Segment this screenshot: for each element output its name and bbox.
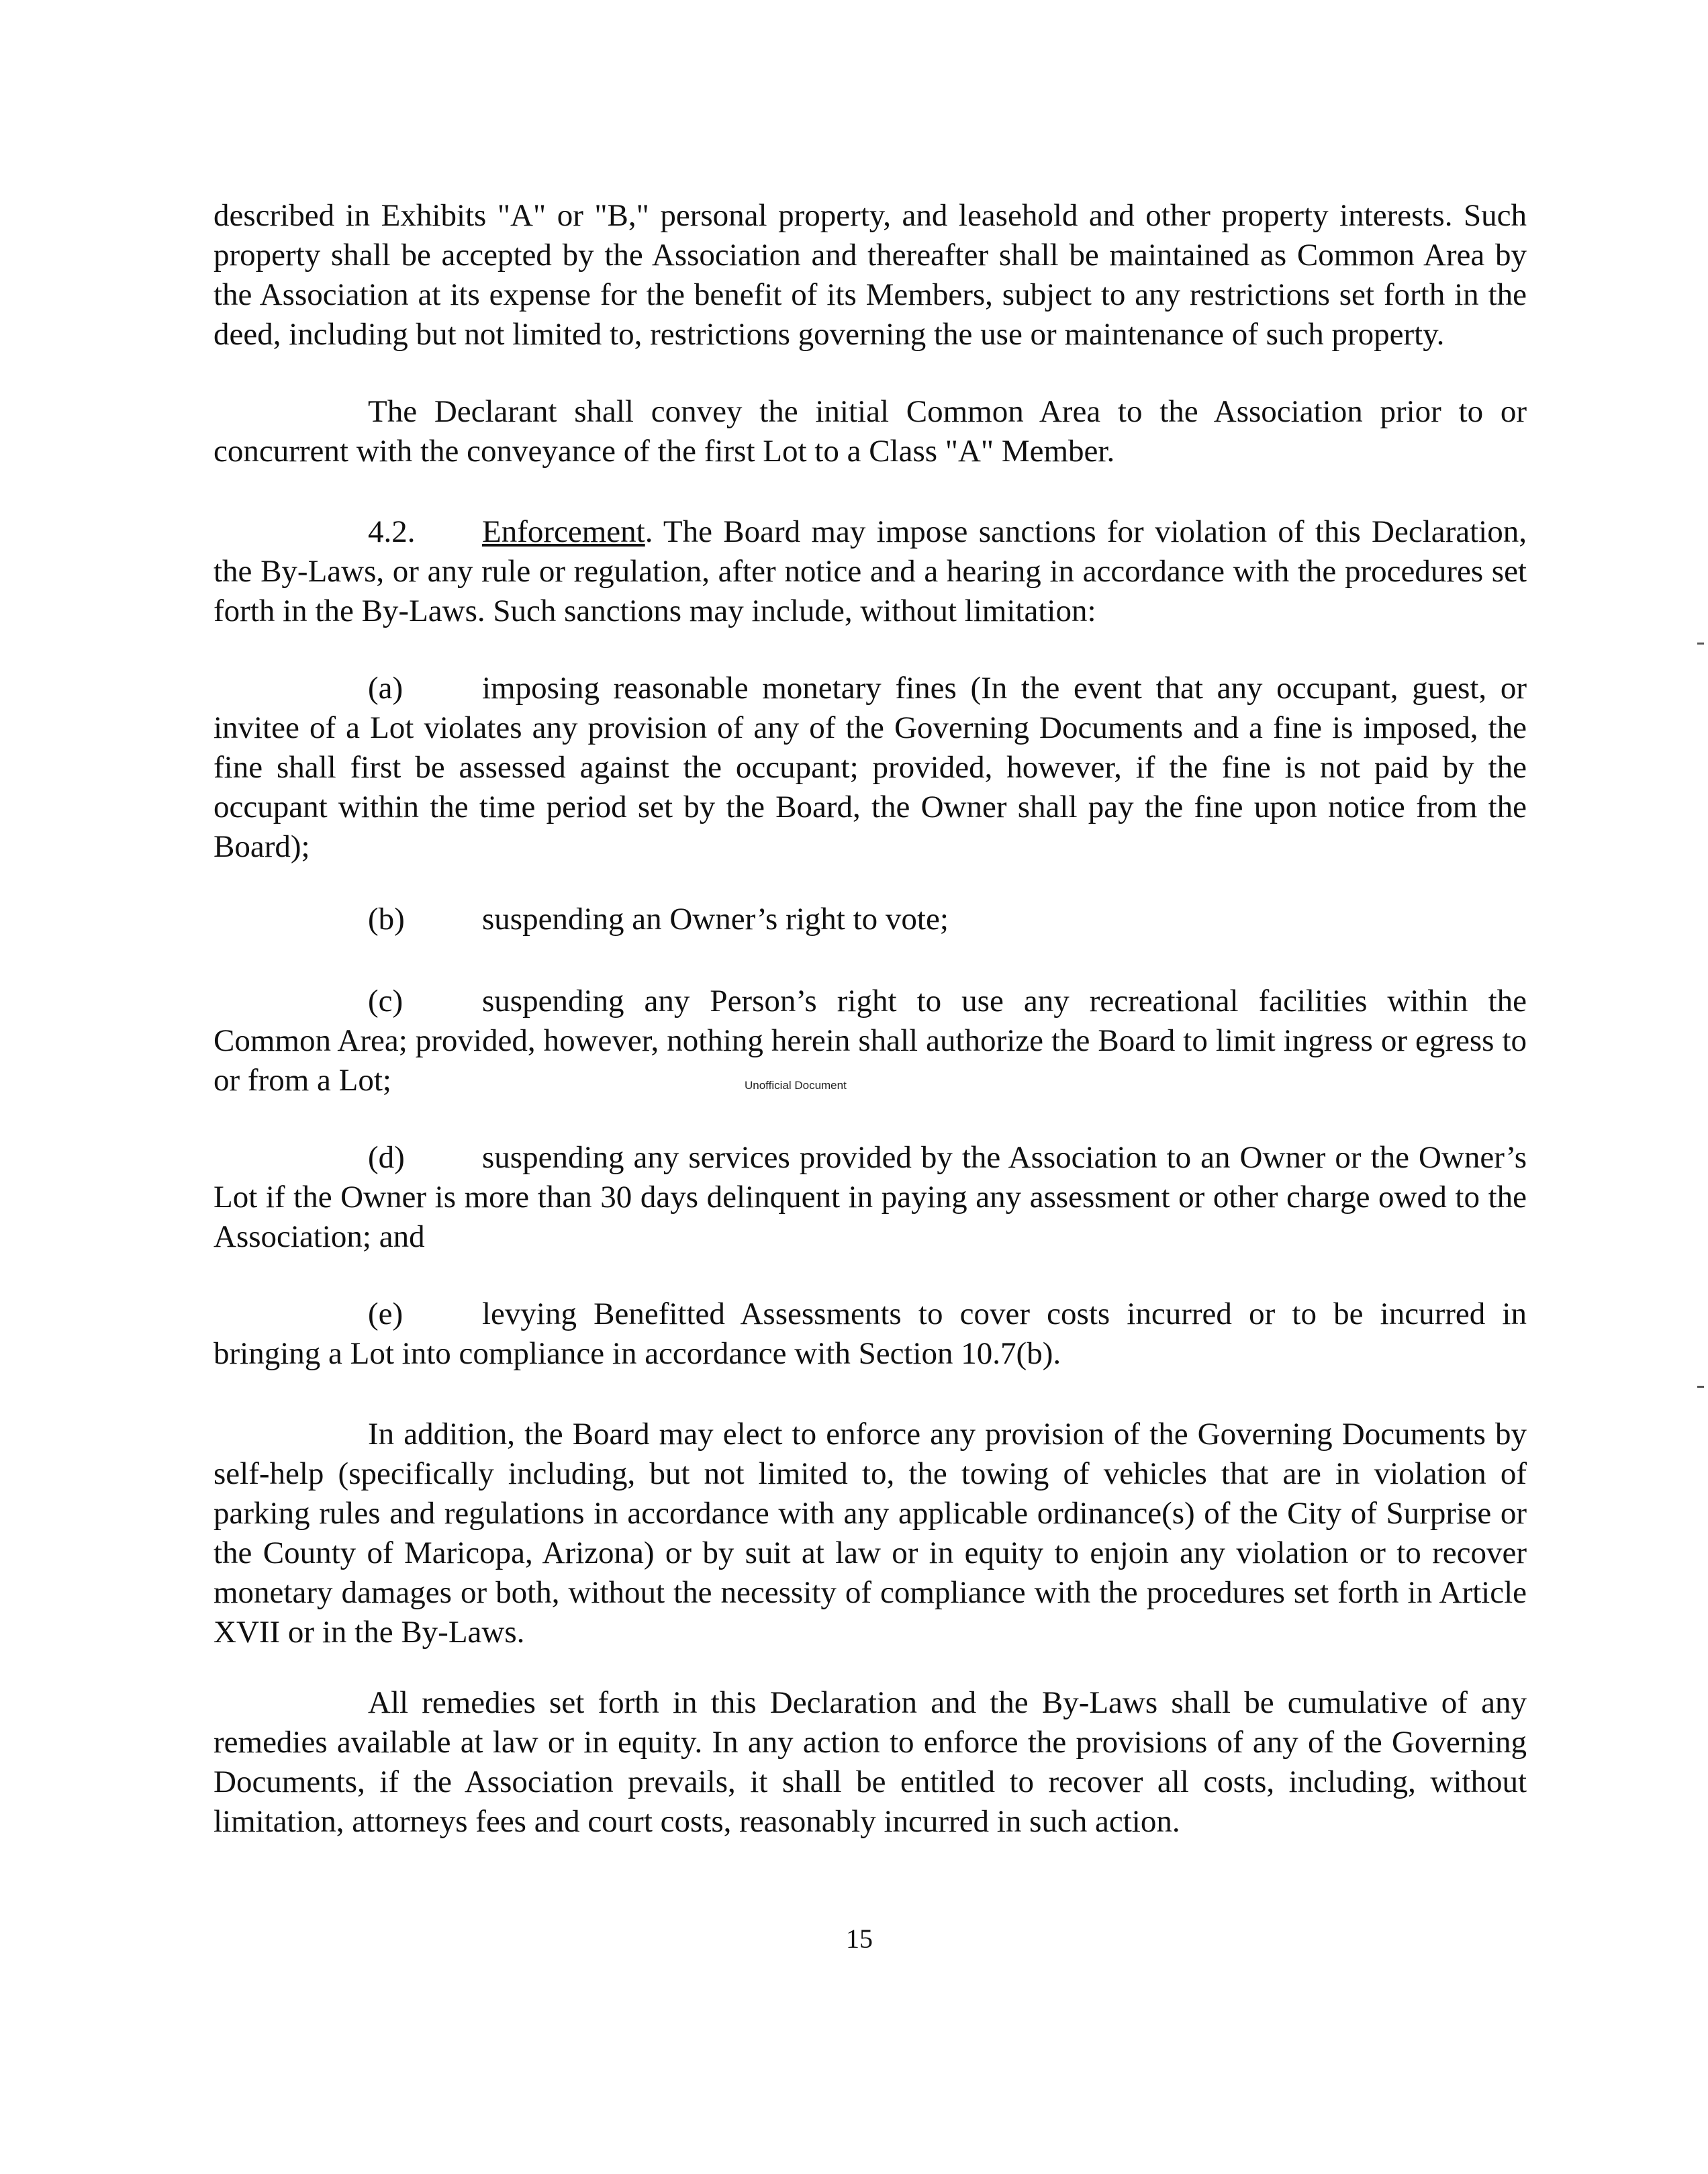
paragraph-common-area-property: described in Exhibits "A" or "B," personal property, and leasehold and other property interests. Such property shall be accepted by the Association and thereafter shall be maintained as Common Area by the Association at its expense for the benefit of its Members, subject to any restrictions set forth in the deed, including but not limited to, restrictions governing the use or maintenance of such property.	[214, 198, 1527, 352]
list-item-label: (e)	[368, 1296, 404, 1331]
unofficial-document-watermark: Unofficial Document	[745, 1079, 847, 1092]
margin-tick-mark	[1697, 643, 1704, 645]
section-4-2-enforcement	[214, 512, 1527, 631]
paragraph-declarant-convey	[214, 392, 1527, 471]
list-item-text: suspending any Person’s right to use any recreational facilities within the Common Area; provided, however, nothing herein shall authorize the Board to limit ingress or egress to or from a Lot;	[214, 984, 1527, 1098]
paragraph-remedies	[214, 1683, 1527, 1842]
list-item-label: (a)	[368, 671, 404, 706]
margin-tick-mark	[1697, 1386, 1704, 1388]
section-heading: Enforcement	[482, 514, 645, 549]
list-item-b	[214, 900, 1527, 939]
page-number: 15	[846, 1924, 873, 1954]
list-item-text: levying Benefitted Assessments to cover costs incurred or to be incurred in bringing a Lot into compliance in accordance with Section 10.7(b).	[214, 1296, 1527, 1371]
paragraph-self-help-text: In addition, the Board may elect to enforce any provision of the Governing Documents by self-help (specifically including, but not limited to, the towing of vehicles that are in violation of parking rules and regulations in accordance with any applicable ordinance(s) of the City of Surprise or the County of Maricopa, Arizona) or by suit at law or in equity to enjoin any violation or to recover monetary damages or both, without the necessity of compliance with the procedures set forth in Article XVII or in the By-Laws.	[214, 1417, 1527, 1650]
list-item-a	[214, 669, 1527, 867]
list-item-label: (c)	[368, 984, 404, 1019]
list-item-e	[214, 1294, 1527, 1374]
list-item-d	[214, 1138, 1527, 1257]
paragraph-self-help	[214, 1415, 1527, 1652]
list-item-c	[214, 982, 1527, 1100]
section-body: . The Board may impose sanctions for violation of this Declaration, the By-Laws, or any rule or regulation, after notice and a hearing in accordance with the procedures set forth in the By-Laws. Such sanctions may include, without limitation:	[214, 514, 1527, 628]
list-item-label: (b)	[368, 902, 405, 937]
paragraph-remedies-text: All remedies set forth in this Declaration and the By-Laws shall be cumulative of any remedies available at law or in equity. In any action to enforce the provisions of any of the Governing Documents, if the Association prevails, it shall be entitled to recover all costs, including, without limitation, attorneys fees and court costs, reasonably incurred in such action.	[214, 1685, 1527, 1839]
list-item-label: (d)	[368, 1140, 405, 1175]
paragraph-declarant-convey-text: The Declarant shall convey the initial Common Area to the Association prior to or concurrent with the conveyance of the first Lot to a Class "A" Member.	[214, 394, 1527, 469]
list-item-text: suspending an Owner’s right to vote;	[482, 902, 949, 937]
list-item-text: imposing reasonable monetary fines (In the event that any occupant, guest, or invitee of a Lot violates any provision of any of the Governing Documents and a fine is imposed, the fine shall first be assessed against the occupant; provided, however, if the fine is not paid by the occupant within the time period set by the Board, the Owner shall pay the fine upon notice from the Board);	[214, 671, 1527, 864]
section-number: 4.2.	[368, 514, 416, 549]
list-item-text: suspending any services provided by the Association to an Owner or the Owner’s Lot if the Owner is more than 30 days delinquent in paying any assessment or other charge owed to the Association; and	[214, 1140, 1527, 1254]
